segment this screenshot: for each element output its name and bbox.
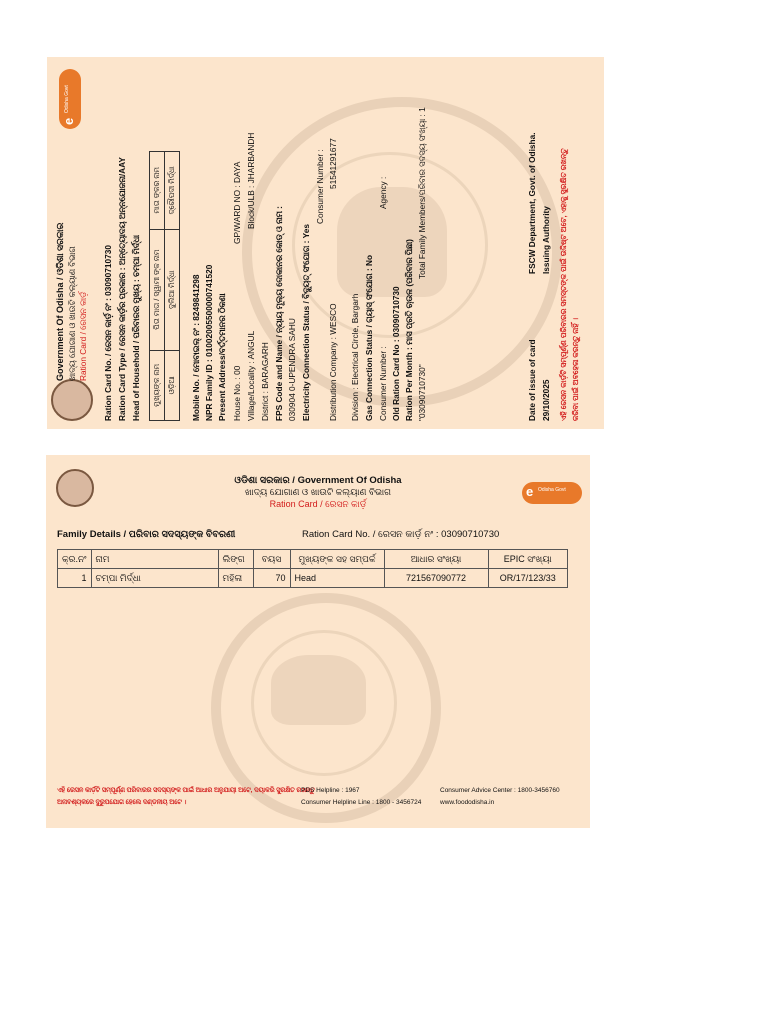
gov-title: Government Of Odisha / ଓଡିଶା ସରକାର [55, 222, 65, 381]
fps-label: FPS Code and Name / ନ୍ୟାୟ ମୂଲ୍ୟ ଦୋକାନର କୋଡ୍ ଓ ନାମ : [274, 206, 284, 421]
family-table-header: EPIC ସଂଖ୍ୟା [488, 550, 568, 569]
dept-title: ଖାଦ୍ୟ ଯୋଗାଣ ଓ ଖାଉଟି କଲ୍ୟାଣ ବିଭାଗ [67, 246, 77, 381]
head-table-cell: ଦୁଲିଆ ମିର୍ଦ୍ଧା [165, 229, 180, 350]
ration-per-month: Ration Per Month : ମାସ ପ୍ରତି ଚାଉଳ (ପରିବାର ପିଛା) [404, 239, 414, 421]
consumer-number-value: 51541291677 [328, 138, 338, 189]
family-table-header: ବୟସ [253, 550, 290, 569]
back-footer-note-line2: ଅନାବଶ୍ୟକରେ ଦୁରୁପଯୋଗ ହେଲେ ଦଣ୍ଡନୀୟ ଅଟେ । [57, 799, 187, 806]
total-family-members: Total Family Members/ପରିବାର ସଦସ୍ୟ ସଂଖ୍ୟା : 1 [417, 107, 427, 279]
ration-card-no: Ration Card No. / ରେସନ କାର୍ଡ଼ ନଂ : 03090710730 [103, 245, 113, 421]
electricity-status: Electricity Connection Status / ବିଦ୍ୟୁତ୍ ସଂଯୋଗ : Yes [301, 224, 311, 421]
website-link[interactable]: www.foododisha.in [440, 799, 495, 806]
distribution-company: Distribution Company : WESCO [328, 303, 338, 421]
card-number-quote: "03090710730" [417, 364, 427, 421]
date-of-issue-label: Date of issue of card [527, 339, 537, 421]
emblem-watermark-animal [271, 655, 366, 725]
consumer-helpline: Consumer Helpline Line : 1800 - 3456724 [301, 799, 422, 806]
mobile-no: Mobile No. / ମୋବାଇଲ୍ ନଂ : 8249841298 [191, 274, 201, 421]
consumer-number-label: Consumer Number : [315, 149, 325, 224]
family-details-title: Family Details / ପରିବାର ସଦସ୍ୟଙ୍କ ବିବରଣୀ [57, 529, 236, 540]
family-table-header: କ୍ର.ନଂ [58, 550, 92, 569]
district: District : BARAGARH [260, 342, 270, 421]
agency: Agency : [378, 176, 388, 209]
village: Village/Locality : ANGUL [246, 330, 256, 421]
card-type-title: Ration Card / ରେସନ କାର୍ଡ଼ [78, 291, 88, 381]
front-note-line2: କରିବା ପାଇଁ ଅବହେଳା କରନ୍ତୁ ନାହିଁ । [571, 317, 580, 421]
family-table [57, 549, 568, 588]
gas-status: Gas Connection Status / ଗ୍ୟାସ୍ ସଂଯୋଗ : No [364, 254, 374, 421]
present-address-label: Present Address/ବର୍ତ୍ତମାନର ଠିକଣା [217, 293, 227, 421]
table-cell-gender: ମହିଳା [218, 569, 253, 588]
family-table-header: ନାମ [91, 550, 218, 569]
family-table-header: ଆଧାର ସଂଖ୍ୟା [384, 550, 488, 569]
gp-ward: GP/WARD NO : DAYA [232, 161, 242, 244]
back-ration-card-no: Ration Card No. / ରେସନ କାର୍ଡ଼ ନଂ : 03090710730 [302, 529, 500, 540]
back-dept-title: ଖାଦ୍ୟ ଯୋଗାଣ ଓ ଖାଉଟି କଲ୍ୟାଣ ବିଭାଗ [244, 487, 392, 497]
back-gov-title: ଓଡିଶା ସରକାର / Government Of Odisha [234, 475, 402, 486]
table-cell-epic: OR/17/123/33 [488, 569, 568, 588]
table-cell-name: ଚମ୍ପା ମିର୍ଦ୍ଧା [91, 569, 218, 588]
old-ration-card-no: Old Ration Card No : 03090710730 [391, 286, 401, 421]
ration-card-front [47, 57, 604, 429]
front-note-line1: ଏହି ରେସନ କାର୍ଡ଼ଟି ସମ୍ପୂର୍ଣ୍ଣ ପରିବାରର ସମସ୍ତଙ୍କ ପାଇଁ ଉଦ୍ଦିଷ୍ଟ ଅଟେ, ଏହାକୁ ସୁରକ୍ଷିତ ରଖନ୍ତୁ [559, 148, 568, 421]
fps-value: 030904 0-UPENDRA SAHU [287, 318, 297, 421]
table-cell-sno: 1 [58, 569, 92, 588]
pds-helpline: PDS Helpline : 1967 [301, 787, 360, 794]
table-cell-aadhaar: 721567090772 [384, 569, 488, 588]
consumer-advice-center: Consumer Advice Center : 1800-3456760 [440, 787, 560, 794]
family-table-header: ଲିଙ୍ଗ [218, 550, 253, 569]
table-cell-relation: Head [290, 569, 384, 588]
back-card-type: Ration Card / ରେସନ କାର୍ଡ଼ [269, 499, 367, 509]
house-no: House No. : 00 [232, 365, 242, 421]
head-table-cell: ଦ୍ରୌପଦୀ ମିର୍ଦ୍ଧା [165, 152, 180, 230]
back-footer-note-line1: ଏହି ରେସନ କାର୍ଡ଼ଟି ସମ୍ପୂର୍ଣ୍ଣ ପରିବାରର ସଦସ୍ୟଙ୍କ ପାଇଁ ଆଧାର ଅନୁଯାୟୀ ଅଟେ, ଦୟାକରି ସୁରକ୍ଷିତ ରଖନ୍ତୁ [57, 787, 315, 794]
table-row [58, 569, 568, 588]
head-table-header: ମାତା ଙ୍କର ନାମ [150, 152, 165, 230]
gas-consumer-number: Consumer Number : [378, 346, 388, 421]
block: Block/ULB : JHARBANDH [246, 132, 256, 229]
issuing-authority: Issuing Authority [541, 206, 551, 274]
date-of-issue-value: 29/10/2025 [541, 379, 551, 421]
e-odisha-logo: e Odisha Govt [522, 482, 582, 504]
head-of-household: Head of Household / ପରିବାରର ମୁଖ୍ୟ : ଚମ୍ପା ମିର୍ଦ୍ଧା [131, 234, 141, 421]
odisha-emblem-icon [51, 379, 93, 421]
head-table-header: ମୁଖ୍ୟଙ୍କ ନାମ [150, 350, 165, 420]
npr-family-id: NPR Family ID : 01002005500000741520 [204, 264, 214, 421]
head-table [149, 151, 180, 421]
ration-card-back [46, 455, 590, 828]
issuing-department: FSCW Department, Govt. of Odisha. [527, 132, 537, 274]
family-table-header: ମୁଖ୍ୟଙ୍କ ସହ ସମ୍ପର୍କ [290, 550, 384, 569]
ration-card-type: Ration Card Type / ରେସନ କାର୍ଡ଼ର ପ୍ରକାର : ଅନ୍ତ୍ୟୋଦୟ ଅନ୍ନଯୋଜନା/AAY [117, 157, 127, 421]
division: Division : Electrical Circle, Bargarh [350, 293, 360, 421]
front-rotated-content [47, 57, 604, 429]
e-odisha-logo: e Odisha Govt [59, 69, 81, 129]
table-cell-age: 70 [253, 569, 290, 588]
head-table-header: ପିତା ମାତା / ସ୍ୱାମୀ ଙ୍କ ନାମ [150, 229, 165, 350]
head-table-cell: ଓଡ଼ିଆ [165, 350, 180, 420]
